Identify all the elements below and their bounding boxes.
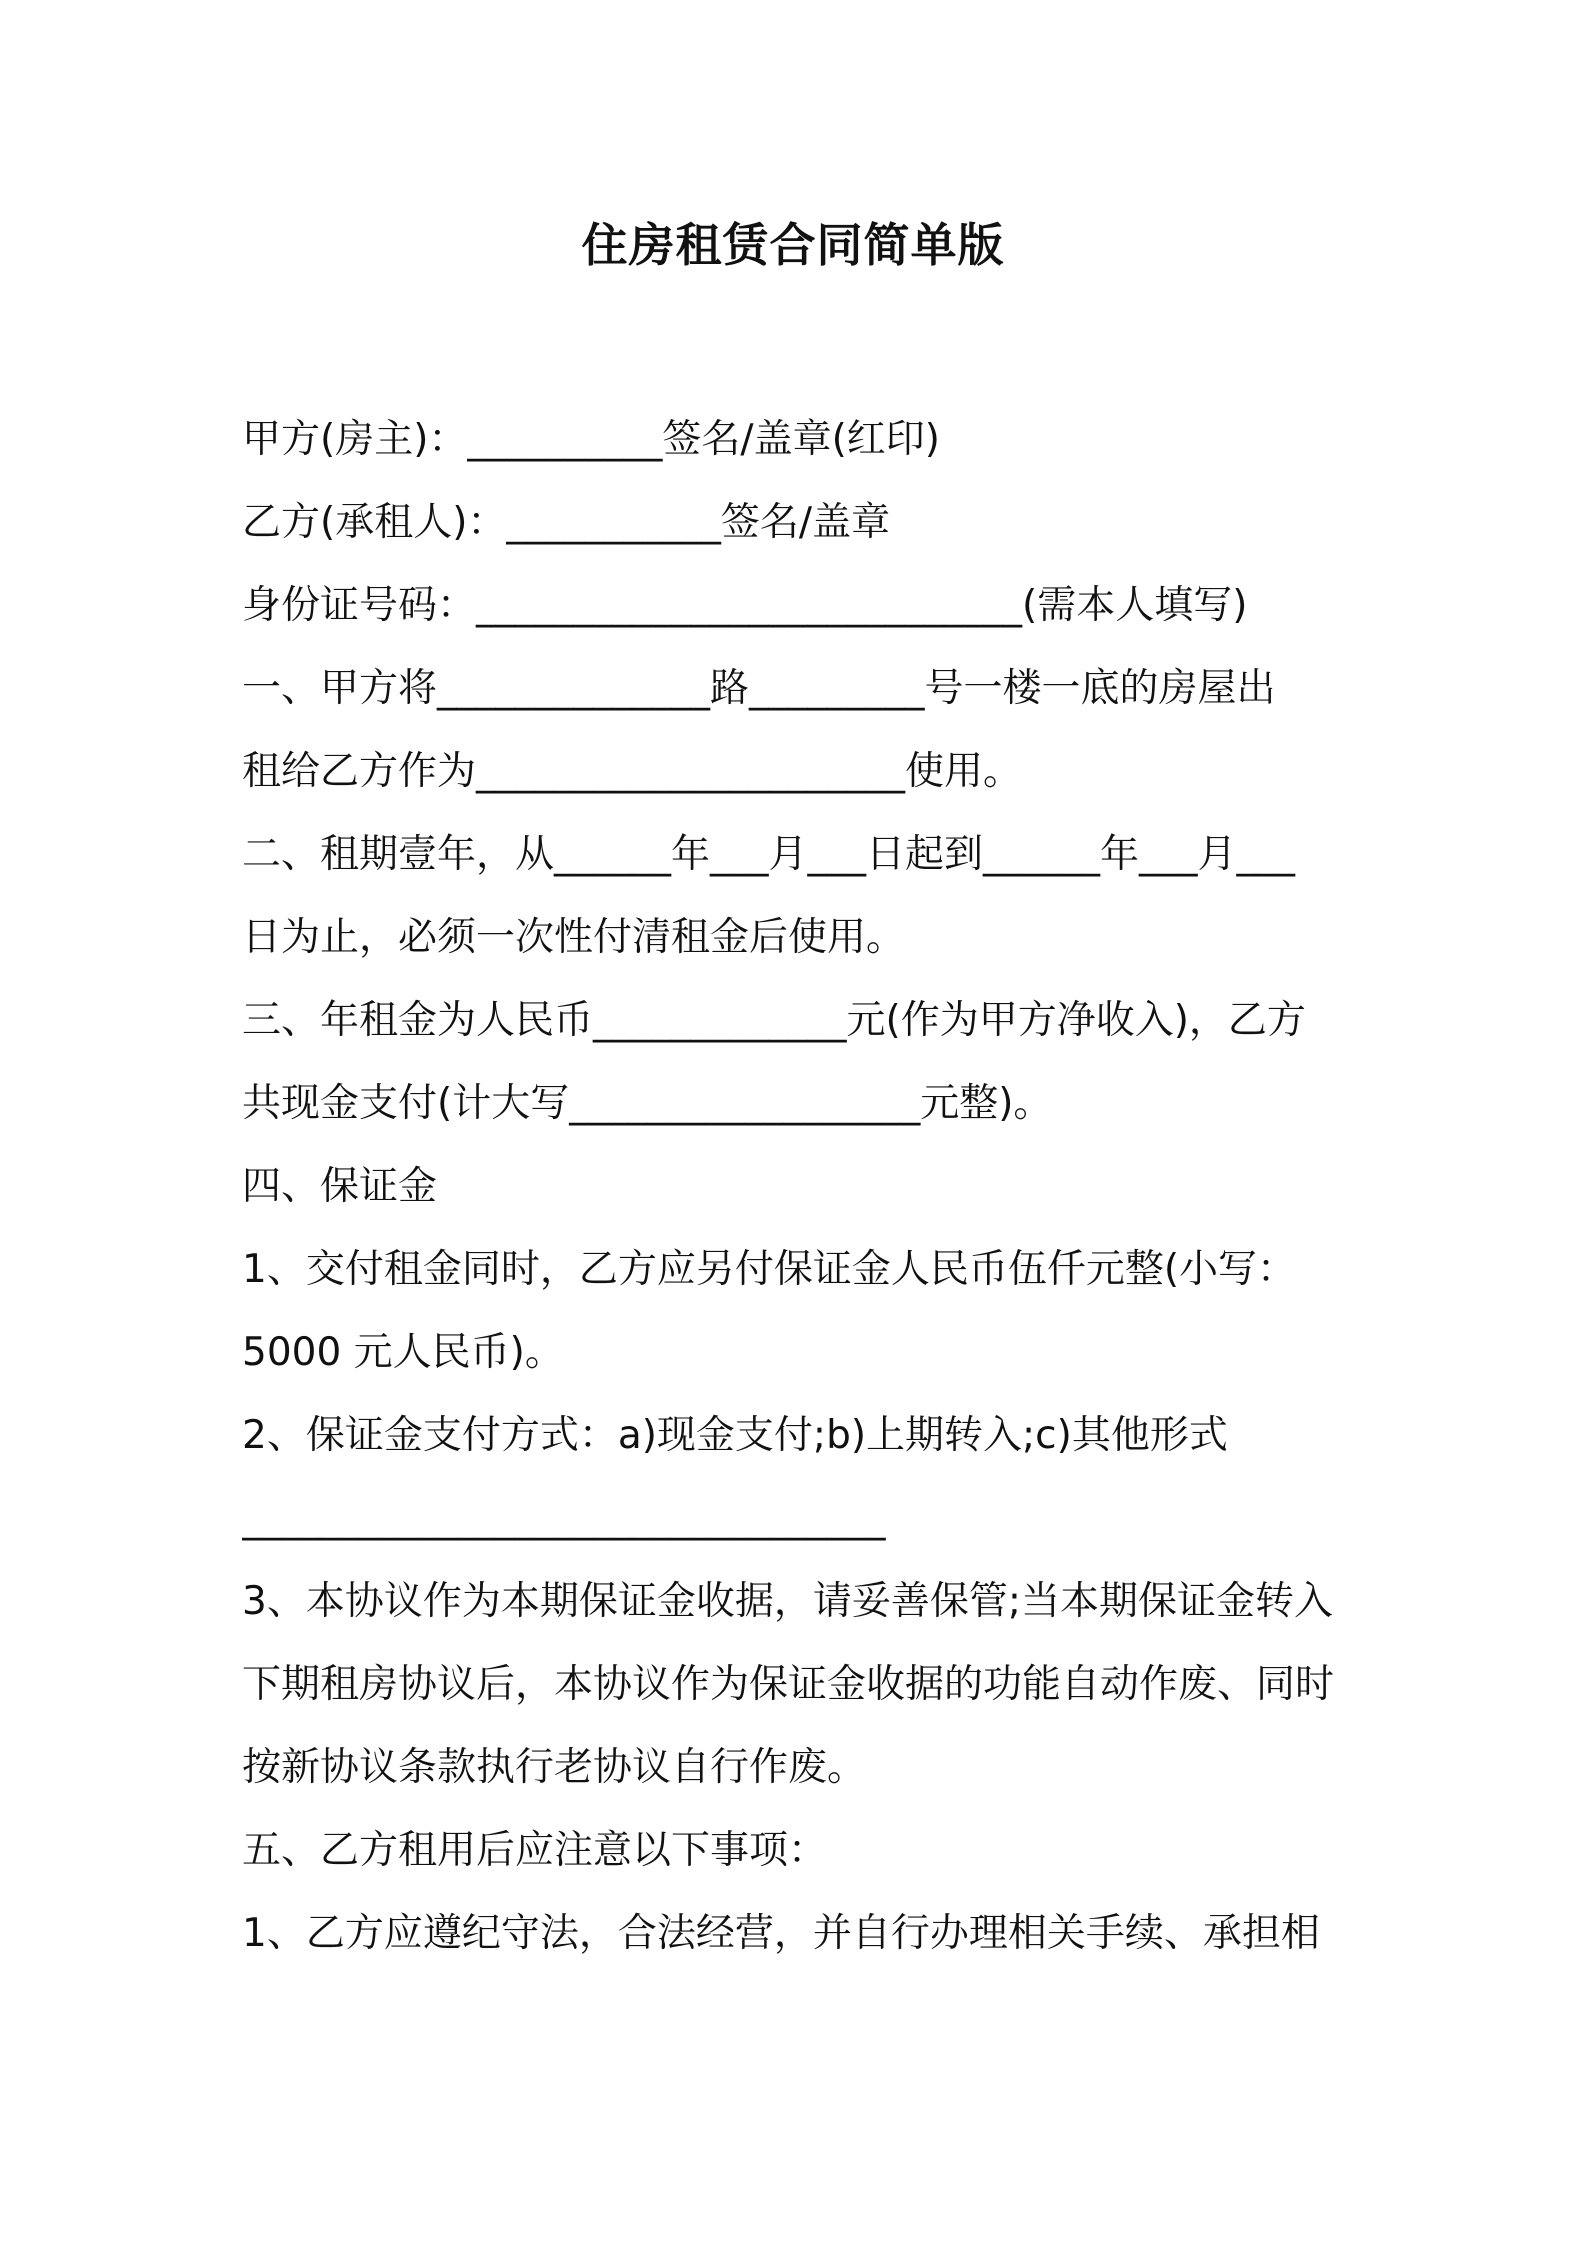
id-number-line: 身份证号码：____________________________(需本人填写) [242,583,1248,628]
clause-2-line-2: 日为止，必须一次性付清租金后使用。 [242,915,906,960]
party-a-line: 甲方(房主)：__________签名/盖章(红印) [242,417,941,462]
deposit-item-2-line-1: 2、保证金支付方式：a)现金支付;b)上期转入;c)其他形式 [242,1413,1228,1458]
document-title: 住房租赁合同简单版 [581,218,1005,272]
clause-5-heading: 五、乙方租用后应注意以下事项： [242,1828,828,1873]
clause-3-line-1: 三、年租金为人民币_____________元(作为甲方净收入)，乙方 [242,998,1306,1043]
clause-1-line-2: 租给乙方作为______________________使用。 [242,749,1023,794]
clause-5-item-1-line-1: 1、乙方应遵纪守法，合法经营，并自行办理相关手续、承担相 [242,1911,1320,1956]
deposit-item-3-line-3: 按新协议条款执行老协议自行作废。 [242,1745,867,1790]
clause-4-heading: 四、保证金 [242,1164,438,1209]
clause-2-line-1: 二、租期壹年，从______年___月___日起到______年___月___ [242,832,1296,877]
deposit-item-2-blank-line: _________________________________ [242,1496,886,1541]
deposit-item-3-line-2: 下期租房协议后，本协议作为保证金收据的功能自动作废、同时 [242,1662,1335,1707]
document-body [242,398,1352,1975]
deposit-item-1-line-1: 1、交付租金同时，乙方应另付保证金人民币伍仟元整(小写： [242,1247,1297,1292]
deposit-item-3-line-1: 3、本协议作为本期保证金收据，请妥善保管;当本期保证金转入 [242,1579,1333,1624]
party-b-line: 乙方(承租人)：___________签名/盖章 [242,500,891,545]
deposit-item-1-line-2: 5000 元人民币)。 [242,1330,564,1375]
clause-3-line-2: 共现金支付(计大写__________________元整)。 [242,1081,1053,1126]
clause-1-line-1: 一、甲方将______________路_________号一楼一底的房屋出 [242,666,1276,711]
